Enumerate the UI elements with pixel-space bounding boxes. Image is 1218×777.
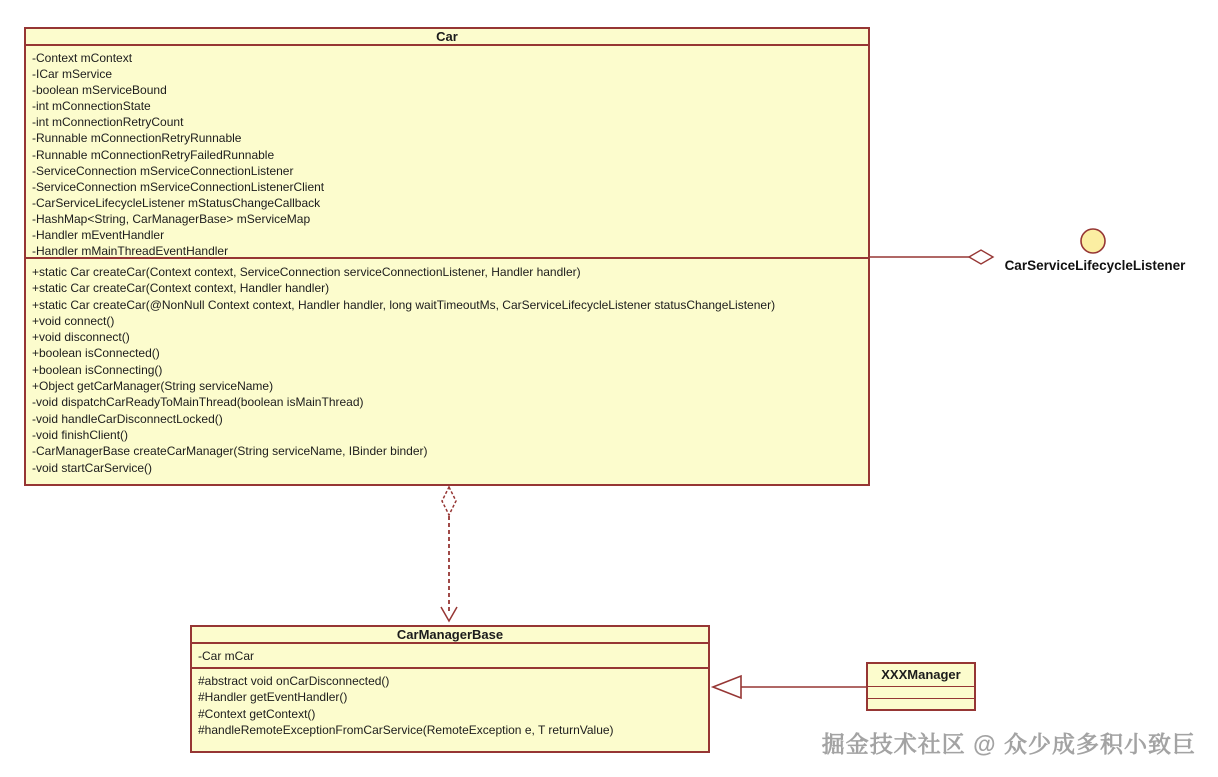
inheritance-triangle-icon: [713, 676, 741, 698]
car-field-line: -boolean mServiceBound: [32, 83, 167, 98]
car-manager-base-methods-compartment: [192, 669, 708, 739]
xxx-manager-empty-fields-compartment: [868, 687, 974, 699]
car-method-line: -void startCarService(): [32, 460, 153, 475]
car-field-line: -Handler mMainThreadEventHandler: [32, 244, 229, 259]
car-methods-compartment: [26, 259, 868, 476]
car-manager-base-method-line: #Handler getEventHandler(): [198, 690, 348, 705]
car-field-line: -ICar mService: [32, 67, 113, 82]
xxx-manager-title: XXXManager: [868, 664, 974, 687]
car-manager-base-class-box: [190, 625, 710, 753]
car-method-line: -CarManagerBase createCarManager(String serviceName, IBinder binder): [32, 444, 428, 459]
car-field-line: -int mConnectionState: [32, 99, 151, 114]
car-method-line: +boolean isConnected(): [32, 346, 160, 361]
car-method-line: +boolean isConnecting(): [32, 362, 163, 377]
interface-label: CarServiceLifecycleListener: [1004, 258, 1186, 273]
interface-lollipop-icon: [1081, 229, 1105, 253]
car-method-line: +static Car createCar(Context context, ServiceConnection serviceConnectionListener, Handler handler): [32, 265, 581, 279]
car-field-line: -Context mContext: [32, 51, 133, 65]
car-class-box: [24, 27, 870, 486]
car-method-line: +static Car createCar(@NonNull Context context, Handler handler, long waitTimeoutMs, CarServiceLifecycleListener statusChangeListener): [32, 297, 776, 312]
car-method-line: +void connect(): [32, 313, 115, 328]
car-fields-compartment: [26, 46, 868, 259]
aggregation-diamond-icon: [969, 250, 993, 264]
car-field-line: -CarServiceLifecycleListener mStatusChangeCallback: [32, 195, 321, 210]
car-method-line: -void finishClient(): [32, 427, 129, 442]
car-manager-base-method-line: #Context getContext(): [198, 706, 316, 721]
car-field-line: -Runnable mConnectionRetryFailedRunnable: [32, 147, 275, 162]
car-manager-base-method-line: #handleRemoteExceptionFromCarService(RemoteException e, T returnValue): [198, 723, 614, 738]
car-field-line: -Handler mEventHandler: [32, 228, 165, 243]
car-field-line: -ServiceConnection mServiceConnectionListener: [32, 163, 294, 178]
car-manager-base-method-line: #abstract void onCarDisconnected(): [198, 674, 390, 688]
car-method-line: -void dispatchCarReadyToMainThread(boolean isMainThread): [32, 395, 364, 410]
car-method-line: +static Car createCar(Context context, Handler handler): [32, 281, 330, 296]
xxx-manager-empty-methods-compartment: [868, 699, 974, 710]
car-field-line: -HashMap<String, CarManagerBase> mServiceMap: [32, 211, 311, 226]
car-class-title: Car: [26, 29, 868, 46]
car-manager-base-fields-compartment: [192, 644, 708, 669]
car-field-line: -int mConnectionRetryCount: [32, 115, 184, 130]
dashed-diamond-icon: [442, 487, 456, 515]
xxx-manager-class-box: [866, 662, 976, 711]
car-method-line: +void disconnect(): [32, 330, 130, 345]
car-manager-base-title: CarManagerBase: [192, 627, 708, 644]
watermark-text: 掘金技术社区 @ 众少成多积小致巨: [821, 731, 1196, 757]
car-method-line: +Object getCarManager(String serviceName): [32, 379, 274, 394]
car-field-line: -ServiceConnection mServiceConnectionListenerClient: [32, 179, 325, 194]
dependency-arrow-icon: [441, 607, 457, 621]
car-field-line: -Runnable mConnectionRetryRunnable: [32, 131, 242, 146]
car-manager-base-field-line: -Car mCar: [198, 649, 254, 663]
car-method-line: -void handleCarDisconnectLocked(): [32, 411, 223, 426]
